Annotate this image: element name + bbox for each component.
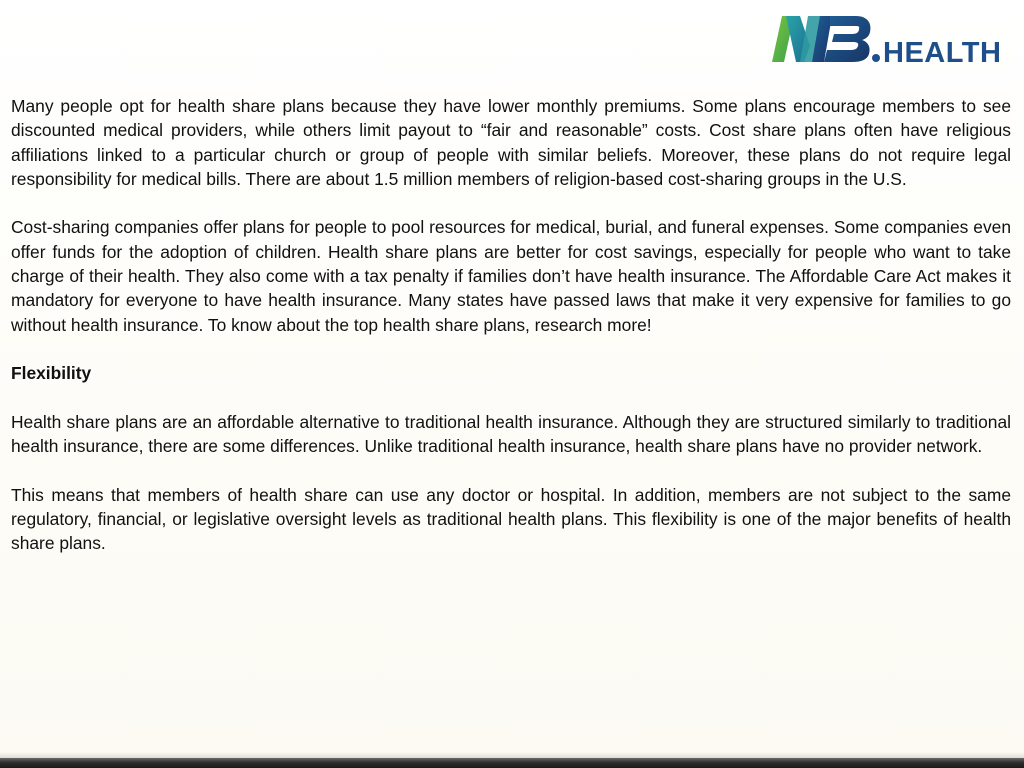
paragraph: This means that members of health share can use any doctor or hospital. In addition, members are not subject to the same regulatory, financial, or legislative oversight levels as traditional health plans. This flexibility is one of the major benefits of health share plans.: [11, 484, 1011, 554]
paragraph: Health share plans are an affordable alternative to traditional health insurance. Although they are structured similarly to traditional health insurance, there are some differences. Unlike traditional health insurance, health share plans have no provider network.: [11, 411, 1011, 457]
bottom-bar: [0, 758, 1024, 768]
svg-text:HEALTH: HEALTH: [883, 37, 1002, 68]
paragraph: Cost-sharing companies offer plans for people to pool resources for medical, burial, and funeral expenses. Some companies even offer funds for the adoption of children. Health share plans are better for cost savings, especially for people who want to take charge of their health. They also come with a tax penalty if families don’t have health insurance. The Affordable Care Act makes it mandatory for everyone to have health insurance. Many states have passed laws that make it very expensive for families to go without health insurance. To know about the top health share plans, research more!: [11, 217, 1011, 335]
section-heading: Flexibility: [11, 363, 92, 384]
paragraph: Many people opt for health share plans because they have lower monthly premiums. Some plans encourage members to see discounted medical providers, while others limit payout to “fair and reasonable” costs. Cost share plans often have religious affiliations linked to a particular church or group of people with similar beliefs. Moreover, these plans do not require legal responsibility for medical bills. There are about 1.5 million members of religion-based cost-sharing groups in the U.S.: [11, 96, 1011, 189]
article-body: [11, 94, 1011, 580]
mb-health-logo: [770, 12, 1006, 68]
